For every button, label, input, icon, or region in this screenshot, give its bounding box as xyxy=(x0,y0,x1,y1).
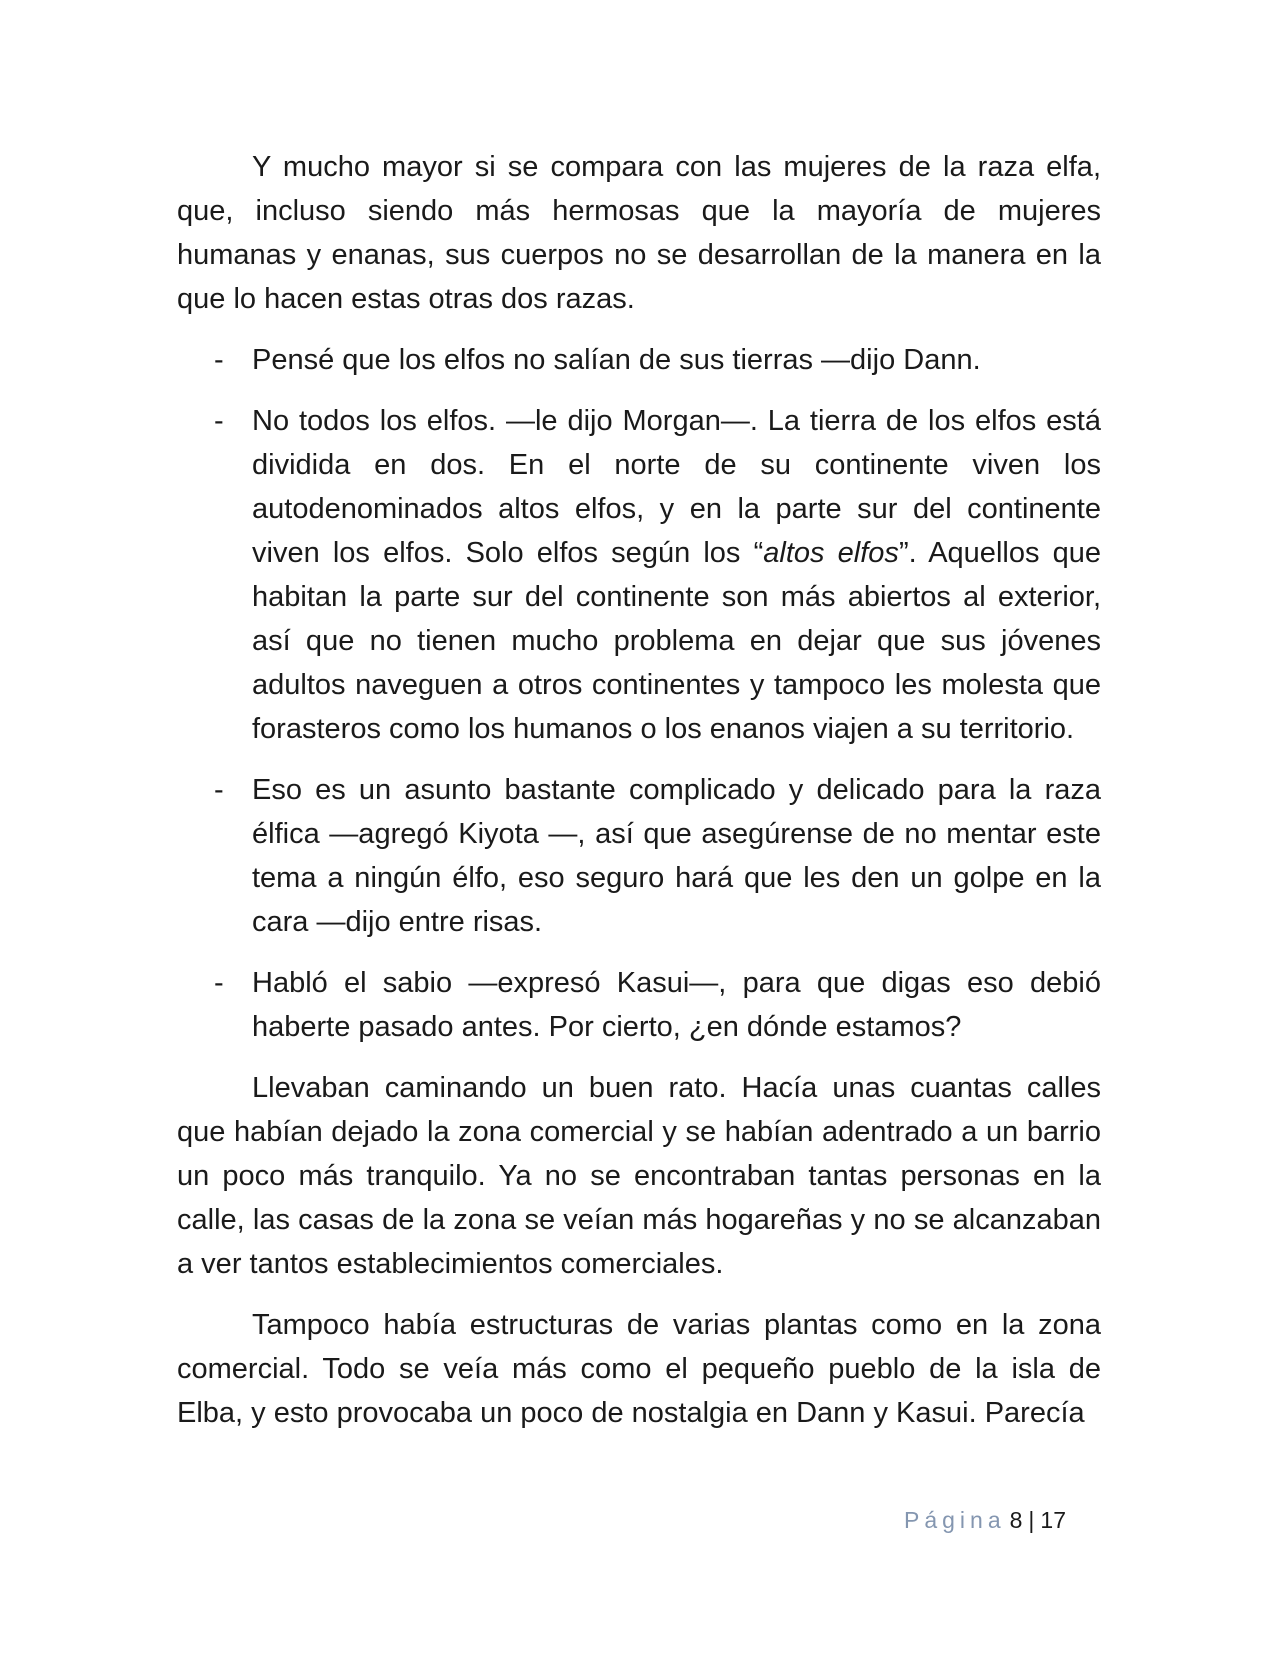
paragraph: Llevaban caminando un buen rato. Hacía unas cuantas calles que habían dejado la zona comercial y se habían adentrado a un barrio un poco más tranquilo. Ya no se encontraban tantas personas en la calle, las casas de la zona se veían más hogareñas y no se alcanzaban a ver tantos establecimientos comerciales. xyxy=(177,1072,1101,1280)
dialogue-dash: - xyxy=(214,344,224,376)
page-separator: | xyxy=(1028,1507,1035,1533)
dialogue-line xyxy=(177,768,1101,944)
dialogue-text: Pensé que los elfos no salían de sus tierras —dijo Dann. xyxy=(252,344,981,376)
dialogue-italic-text: altos elfos xyxy=(763,537,899,569)
dialogue-text: Habló el sabio —expresó Kasui—, para que digas eso debió haberte pasado antes. Por cierto, ¿en dónde estamos? xyxy=(252,967,1101,1043)
dialogue-line xyxy=(177,399,1101,751)
page-total: 17 xyxy=(1040,1507,1066,1533)
dialogue-line xyxy=(177,961,1101,1049)
dialogue-text: No todos los elfos. —le dijo Morgan—. La tierra de los elfos está dividida en dos. En el norte de su continente viven los autodenominados altos elfos, y en la parte sur del continente viven los elfos. Solo elfos según los “ xyxy=(252,405,1101,569)
dialogue-text: ”. Aquellos que habitan la parte sur del continente son más abiertos al exterior, así que no tienen mucho problema en dejar que sus jóvenes adultos naveguen a otros continentes y tampoco les molesta que forasteros como los humanos o los enanos viajen a su territorio. xyxy=(252,537,1101,745)
dialogue-dash: - xyxy=(214,774,224,806)
dialogue-dash: - xyxy=(214,405,224,437)
page-label: Página xyxy=(904,1507,1006,1533)
page-body xyxy=(177,145,1101,1452)
page-number: 8 xyxy=(1009,1507,1023,1533)
paragraph: Tampoco había estructuras de varias plantas como en la zona comercial. Todo se veía más como el pequeño pueblo de la isla de Elba, y esto provocaba un poco de nostalgia en Dann y Kasui. Parecía xyxy=(177,1309,1101,1429)
dialogue-line xyxy=(177,338,1101,382)
paragraph: Y mucho mayor si se compara con las mujeres de la raza elfa, que, incluso siendo más hermosas que la mayoría de mujeres humanas y enanas, sus cuerpos no se desarrollan de la manera en la que lo hacen estas otras dos razas. xyxy=(177,151,1101,315)
page-footer xyxy=(904,1505,1066,1535)
dialogue-dash: - xyxy=(214,967,224,999)
dialogue-text: Eso es un asunto bastante complicado y delicado para la raza élfica —agregó Kiyota —, así que asegúrense de no mentar este tema a ningún élfo, eso seguro hará que les den un golpe en la cara —dijo entre risas. xyxy=(252,774,1101,938)
